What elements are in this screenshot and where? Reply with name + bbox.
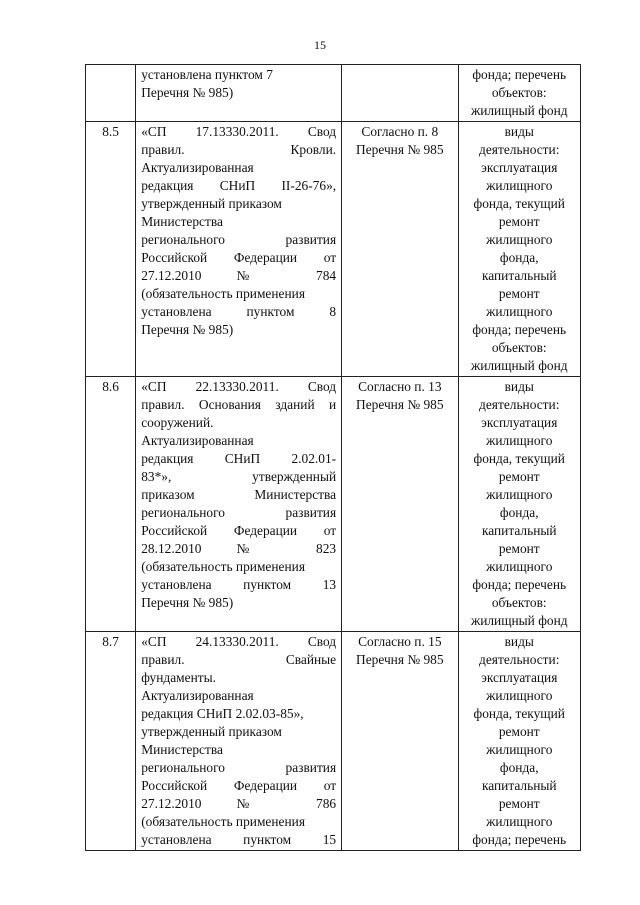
row-number — [86, 65, 136, 122]
cell-line: ремонт — [498, 724, 540, 739]
table-row — [86, 632, 581, 851]
cell-line: утвержденный приказом — [141, 196, 282, 211]
cell-line: фонда, — [499, 250, 539, 265]
cell-line: жилищного — [486, 232, 553, 247]
cell-line: (обязательность применения — [141, 286, 305, 301]
document-name-cell — [136, 65, 342, 122]
cell-line: редакция СНиП 2.02.03-85», — [141, 706, 304, 721]
document-name-cell — [136, 377, 342, 632]
cell-line: сооружений. — [141, 415, 214, 430]
cell-line: фонда; перечень — [472, 832, 567, 847]
cell-line: ремонт — [498, 469, 540, 484]
cell-line: жилищного — [486, 742, 553, 757]
cell-line: фонда, текущий — [473, 706, 565, 721]
cell-line: 27.12.2010 № 784 — [141, 268, 337, 283]
cell-line: деятельности: — [479, 142, 560, 157]
cell-line: деятельности: — [479, 652, 560, 667]
cell-line: фонда; перечень — [472, 67, 567, 82]
cell-line: Перечня № 985) — [141, 85, 234, 100]
cell-line: объектов: — [491, 595, 547, 610]
cell-line: регионального развития — [141, 505, 337, 520]
cell-line: Перечня № 985) — [141, 595, 234, 610]
cell-line: жилищного — [486, 688, 553, 703]
cell-line: редакция СНиП 2.02.01- — [141, 451, 337, 466]
cell-line: Перечня № 985) — [141, 322, 234, 337]
cell-line: капитальный — [481, 778, 557, 793]
scope-cell — [458, 377, 581, 632]
cell-line: фундаменты. — [141, 670, 216, 685]
cell-line: деятельности: — [479, 397, 560, 412]
cell-line: установлена пунктом 7 — [141, 67, 273, 82]
cell-line: установлена пунктом 13 — [141, 577, 337, 592]
cell-line: Перечня № 985 — [356, 142, 444, 157]
cell-line: 27.12.2010 № 786 — [141, 796, 337, 811]
basis-cell — [342, 122, 458, 377]
cell-line: эксплуатация — [481, 415, 558, 430]
cell-line: Согласно п. 13 — [358, 379, 442, 394]
cell-line: фонда, текущий — [473, 451, 565, 466]
scope-cell — [458, 632, 581, 851]
row-number: 8.7 — [86, 632, 136, 851]
basis-cell — [342, 377, 458, 632]
document-name-cell — [136, 122, 342, 377]
cell-line: Российской Федерации от — [141, 523, 337, 538]
cell-line: жилищного — [486, 814, 553, 829]
cell-line: ремонт — [498, 286, 540, 301]
cell-line: капитальный — [481, 523, 557, 538]
cell-line: Согласно п. 8 — [361, 124, 439, 139]
cell-line: фонда, — [499, 760, 539, 775]
scope-cell — [458, 65, 581, 122]
table-body — [86, 65, 581, 851]
cell-line: Актуализированная — [141, 433, 254, 448]
cell-line: жилищного — [486, 487, 553, 502]
cell-line: утвержденный приказом — [141, 724, 282, 739]
cell-line: фонда; перечень — [472, 322, 567, 337]
cell-line: Актуализированная — [141, 160, 254, 175]
cell-line: фонда, — [499, 505, 539, 520]
cell-line: ремонт — [498, 796, 540, 811]
cell-line: Актуализированная — [141, 688, 254, 703]
cell-line: фонда; перечень — [472, 577, 567, 592]
cell-line: редакция СНиП II-26-76», — [141, 178, 337, 193]
cell-line: правил. Основания зданий и — [141, 397, 337, 412]
cell-line: виды — [504, 634, 534, 649]
cell-line: жилищный фонд — [470, 613, 568, 628]
cell-line: капитальный — [481, 268, 557, 283]
cell-line: правил. Кровли. — [141, 142, 337, 157]
regulations-table — [85, 64, 581, 851]
cell-line: Перечня № 985 — [356, 652, 444, 667]
cell-line: жилищного — [486, 178, 553, 193]
table-row — [86, 122, 581, 377]
cell-line: Перечня № 985 — [356, 397, 444, 412]
cell-line: 28.12.2010 № 823 — [141, 541, 337, 556]
cell-line: жилищного — [486, 304, 553, 319]
cell-line: регионального развития — [141, 232, 337, 247]
cell-line: виды — [504, 379, 534, 394]
cell-line: установлена пунктом 15 — [141, 832, 337, 847]
document-name-cell — [136, 632, 342, 851]
cell-line: Министерства — [141, 742, 223, 757]
cell-line: (обязательность применения — [141, 814, 305, 829]
cell-line: 83*», утвержденный — [141, 469, 337, 484]
cell-line: жилищный фонд — [470, 358, 568, 373]
cell-line: Российской Федерации от — [141, 250, 337, 265]
row-number: 8.6 — [86, 377, 136, 632]
cell-line: установлена пунктом 8 — [141, 304, 337, 319]
cell-line: «СП 22.13330.2011. Свод — [141, 379, 337, 394]
table-row — [86, 65, 581, 122]
row-number: 8.5 — [86, 122, 136, 377]
cell-line: ремонт — [498, 541, 540, 556]
basis-cell — [342, 65, 458, 122]
cell-line: «СП 24.13330.2011. Свод — [141, 634, 337, 649]
cell-line: регионального развития — [141, 760, 337, 775]
cell-line: правил. Свайные — [141, 652, 337, 667]
cell-line: эксплуатация — [481, 160, 558, 175]
cell-line: фонда, текущий — [473, 196, 565, 211]
cell-line: жилищного — [486, 559, 553, 574]
cell-line: жилищный фонд — [470, 103, 568, 118]
cell-line: Российской Федерации от — [141, 778, 337, 793]
cell-line: эксплуатация — [481, 670, 558, 685]
basis-cell — [342, 632, 458, 851]
cell-line: «СП 17.13330.2011. Свод — [141, 124, 337, 139]
cell-line: объектов: — [491, 340, 547, 355]
page-number: 15 — [314, 38, 326, 52]
cell-line: виды — [504, 124, 534, 139]
cell-line: ремонт — [498, 214, 540, 229]
cell-line: (обязательность применения — [141, 559, 305, 574]
cell-line: жилищного — [486, 433, 553, 448]
cell-line: Министерства — [141, 214, 223, 229]
scope-cell — [458, 122, 581, 377]
cell-line: Согласно п. 15 — [358, 634, 442, 649]
cell-line: объектов: — [491, 85, 547, 100]
table-row — [86, 377, 581, 632]
cell-line: приказом Министерства — [141, 487, 337, 502]
